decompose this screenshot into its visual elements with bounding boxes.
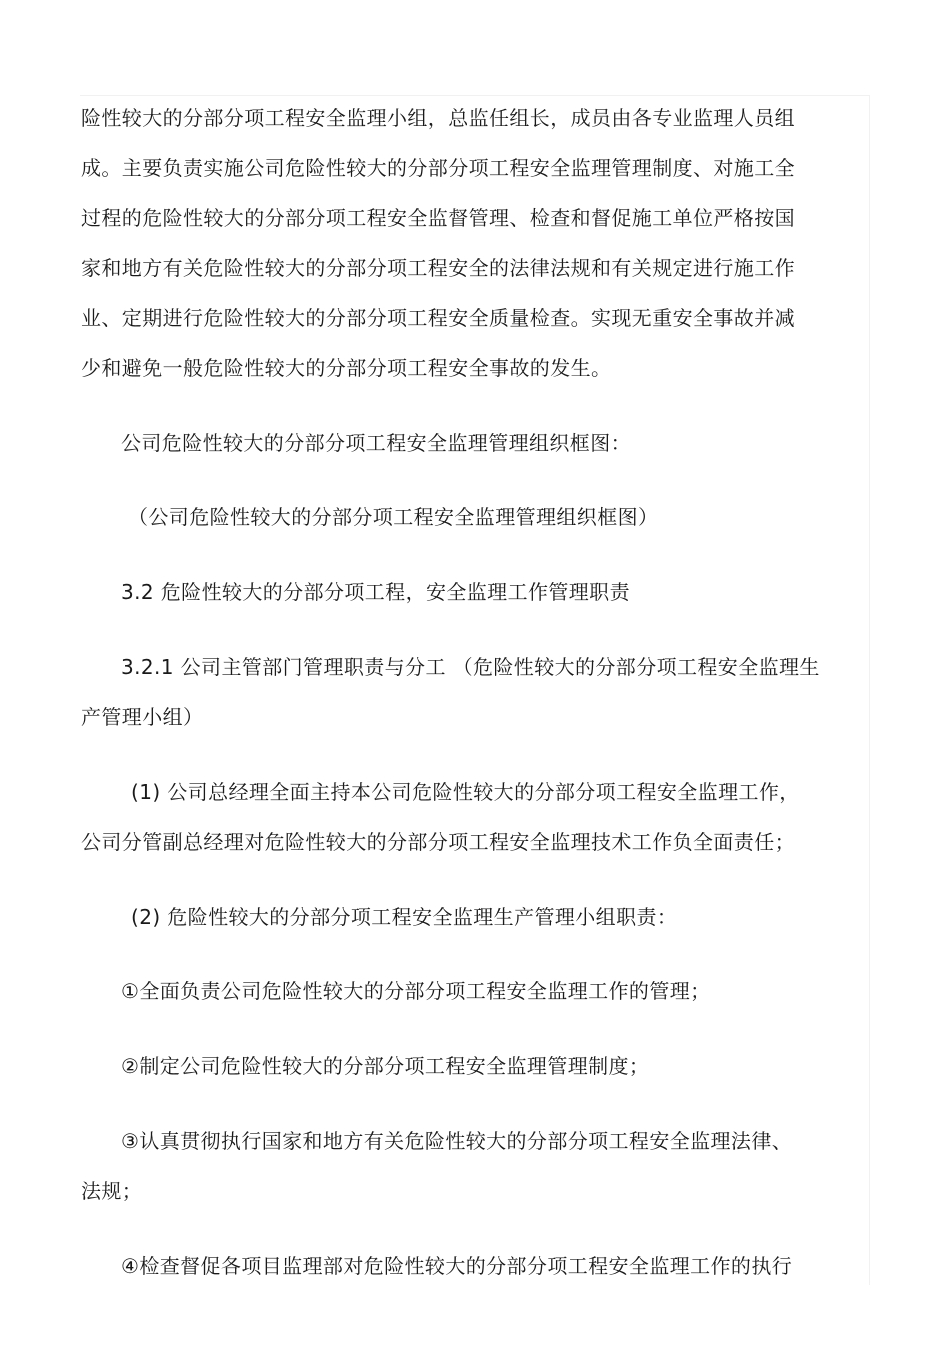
section-heading-3-2-1: 3.2.1 公司主管部门管理职责与分工 （危险性较大的分部分项工程安全监理生 (121, 655, 820, 679)
duty-item-4: ④检查督促各项目监理部对危险性较大的分部分项工程安全监理工作的执行 (121, 1254, 793, 1278)
list-item-1: (1) 公司总经理全面主持本公司危险性较大的分部分项工程安全监理工作， (131, 780, 800, 804)
page-border-top (80, 95, 870, 96)
org-chart-heading: 公司危险性较大的分部分项工程安全监理管理组织框图： (121, 431, 631, 455)
list-item-1-continued: 公司分管副总经理对危险性较大的分部分项工程安全监理技术工作负全面责任； (81, 830, 795, 854)
body-text-line: 成。主要负责实施公司危险性较大的分部分项工程安全监理管理制度、对施工全 (81, 156, 795, 180)
duty-item-2: ②制定公司危险性较大的分部分项工程安全监理管理制度； (121, 1054, 650, 1078)
section-heading-3-2-1-continued: 产管理小组） (81, 705, 204, 729)
body-text-line: 业、定期进行危险性较大的分部分项工程安全质量检查。实现无重安全事故并减 (81, 306, 795, 330)
section-heading-3-2: 3.2 危险性较大的分部分项工程，安全监理工作管理职责 (121, 580, 630, 604)
org-chart-placeholder: （公司危险性较大的分部分项工程安全监理管理组织框图） (128, 505, 659, 529)
body-text-line: 过程的危险性较大的分部分项工程安全监督管理、检查和督促施工单位严格按国 (81, 206, 795, 230)
body-text-line: 少和避免一般危险性较大的分部分项工程安全事故的发生。 (81, 356, 612, 380)
body-text-line: 家和地方有关危险性较大的分部分项工程安全的法律法规和有关规定进行施工作 (81, 256, 795, 280)
duty-item-3-continued: 法规； (81, 1179, 143, 1203)
body-text-line: 险性较大的分部分项工程安全监理小组，总监任组长，成员由各专业监理人员组 (81, 106, 795, 130)
duty-item-1: ①全面负责公司危险性较大的分部分项工程安全监理工作的管理； (121, 979, 711, 1003)
list-item-2: (2) 危险性较大的分部分项工程安全监理生产管理小组职责： (131, 905, 678, 929)
page-border-right (869, 95, 870, 1285)
duty-item-3: ③认真贯彻执行国家和地方有关危险性较大的分部分项工程安全监理法律、 (121, 1129, 793, 1153)
